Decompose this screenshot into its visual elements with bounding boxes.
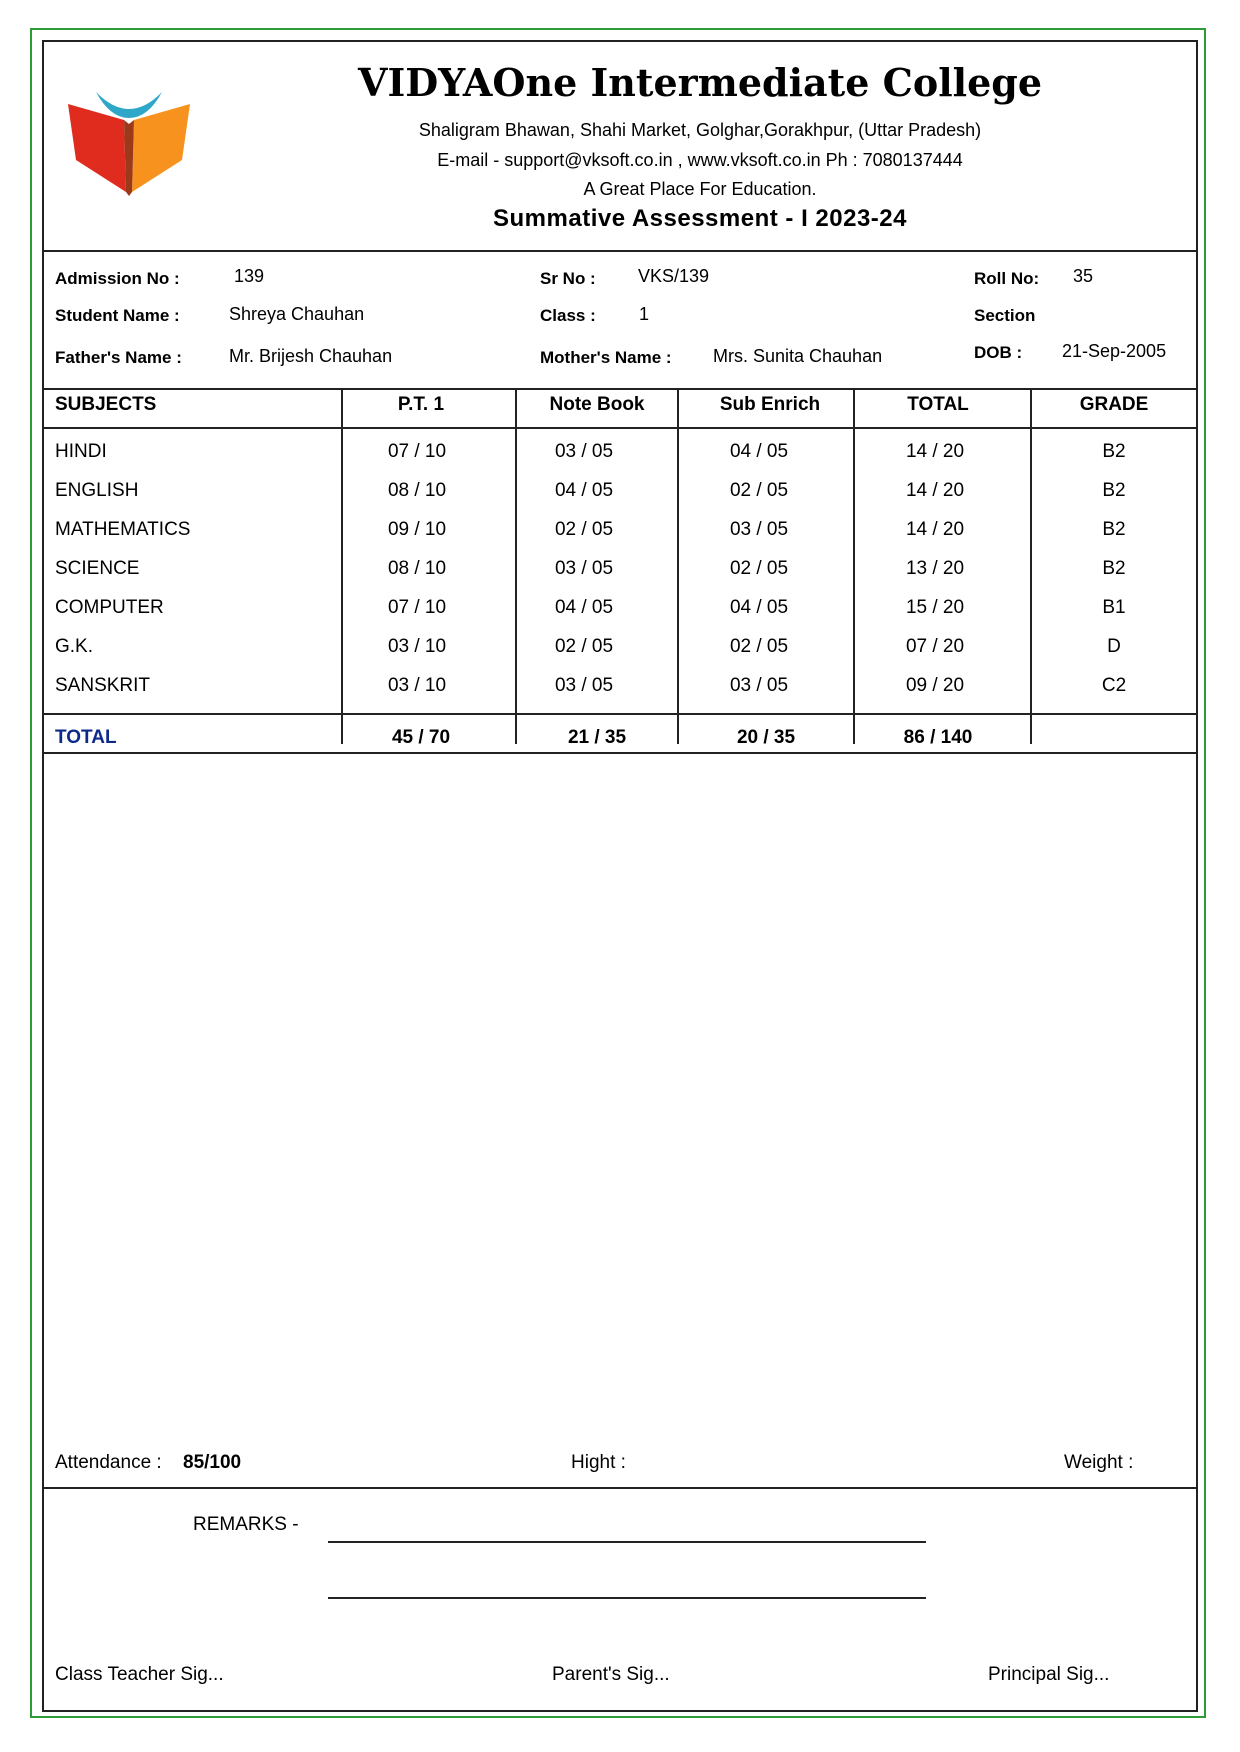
total-score: 14 / 20 [905,480,965,501]
sub-enrich-score: 03 / 05 [729,519,789,540]
pt1-score: 03 / 10 [387,636,447,657]
logo-right-page [132,104,190,192]
admission-no-label: Admission No : [55,269,180,288]
class-teacher-signature: Class Teacher Sig... [55,1664,224,1685]
subject-name: MATHEMATICS [55,519,191,540]
logo-left-page [68,104,126,192]
subject-name: ENGLISH [55,480,139,501]
class-value: 1 [639,304,650,324]
grade: B2 [1102,480,1126,501]
remarks-line-1 [328,1541,926,1543]
total-pt1: 45 / 70 [391,727,451,748]
mother-name-value: Mrs. Sunita Chauhan [713,346,883,366]
pt1-score: 09 / 10 [387,519,447,540]
table-header-divider [42,427,1198,429]
school-contact: E-mail - support@vksoft.co.in , www.vksoft.co.in Ph : 7080137444 [437,150,963,170]
table-top-border [42,388,1198,390]
subject-name: COMPUTER [55,597,164,618]
roll-no-value: 35 [1073,266,1094,286]
class-label: Class : [540,306,596,325]
principal-signature: Principal Sig... [988,1664,1110,1685]
logo-top-arc [96,92,162,118]
sub-enrich-score: 04 / 05 [729,597,789,618]
exam-title: Summative Assessment - I 2023-24 [493,205,907,232]
notebook-score: 03 / 05 [554,675,614,696]
sub-enrich-score: 02 / 05 [729,480,789,501]
grade: B2 [1102,558,1126,579]
footer-divider [42,1487,1198,1489]
grade: B2 [1102,441,1126,462]
header-subjects: SUBJECTS [55,394,157,415]
total-score: 13 / 20 [905,558,965,579]
father-name-value: Mr. Brijesh Chauhan [229,346,393,366]
notebook-score: 02 / 05 [554,519,614,540]
dob-label: DOB : [974,343,1023,362]
roll-no-label: Roll No: [974,269,1040,288]
school-name: VIDYAOne Intermediate College [357,60,1043,105]
table-total-divider [42,713,1198,715]
total-notebook: 21 / 35 [567,727,627,748]
sub-enrich-score: 04 / 05 [729,441,789,462]
height-label: Hight : [571,1452,626,1473]
grade: C2 [1101,675,1127,696]
header-sub-enrich: Sub Enrich [719,394,821,415]
pt1-score: 08 / 10 [387,480,447,501]
parent-signature: Parent's Sig... [552,1664,670,1685]
header-total: TOTAL [907,394,969,415]
subject-name: SANSKRIT [55,675,151,696]
sub-enrich-score: 02 / 05 [729,558,789,579]
pt1-score: 03 / 10 [387,675,447,696]
total-score: 09 / 20 [905,675,965,696]
header-grade: GRADE [1079,394,1149,415]
attendance-value: 85/100 [183,1452,242,1473]
weight-label: Weight : [1064,1452,1134,1473]
notebook-score: 03 / 05 [554,441,614,462]
total-sub-enrich: 20 / 35 [736,727,796,748]
student-name-value: Shreya Chauhan [229,304,365,324]
notebook-score: 04 / 05 [554,597,614,618]
attendance-label: Attendance : [55,1452,162,1473]
header-pt1: P.T. 1 [397,394,445,415]
notebook-score: 04 / 05 [554,480,614,501]
notebook-score: 03 / 05 [554,558,614,579]
pt1-score: 08 / 10 [387,558,447,579]
subject-name: G.K. [55,636,94,657]
total-score: 14 / 20 [905,519,965,540]
grade: B1 [1102,597,1126,618]
school-address: Shaligram Bhawan, Shahi Market, Golghar,Gorakhpur, (Uttar Pradesh) [418,120,982,140]
header-divider [42,250,1198,252]
notebook-score: 02 / 05 [554,636,614,657]
total-score: 14 / 20 [905,441,965,462]
school-logo [66,88,196,198]
sr-no-value: VKS/139 [638,266,710,286]
section-label: Section [974,306,1036,325]
grade: D [1107,636,1121,657]
subject-name: HINDI [55,441,107,462]
total-score: 15 / 20 [905,597,965,618]
subject-name: SCIENCE [55,558,140,579]
total-overall: 86 / 140 [903,727,973,748]
remarks-line-2 [328,1597,926,1599]
mother-name-label: Mother's Name : [540,348,672,367]
admission-no-value: 139 [234,266,265,286]
total-row-label: TOTAL [55,727,117,748]
remarks-label: REMARKS - [193,1514,299,1535]
dob-value: 21-Sep-2005 [1062,341,1167,361]
total-score: 07 / 20 [905,636,965,657]
father-name-label: Father's Name : [55,348,182,367]
pt1-score: 07 / 10 [387,597,447,618]
table-bottom-border [42,752,1198,754]
sr-no-label: Sr No : [540,269,596,288]
header-notebook: Note Book [549,394,645,415]
school-tagline: A Great Place For Education. [583,179,817,199]
sub-enrich-score: 02 / 05 [729,636,789,657]
pt1-score: 07 / 10 [387,441,447,462]
student-name-label: Student Name : [55,306,180,325]
grade: B2 [1102,519,1126,540]
sub-enrich-score: 03 / 05 [729,675,789,696]
